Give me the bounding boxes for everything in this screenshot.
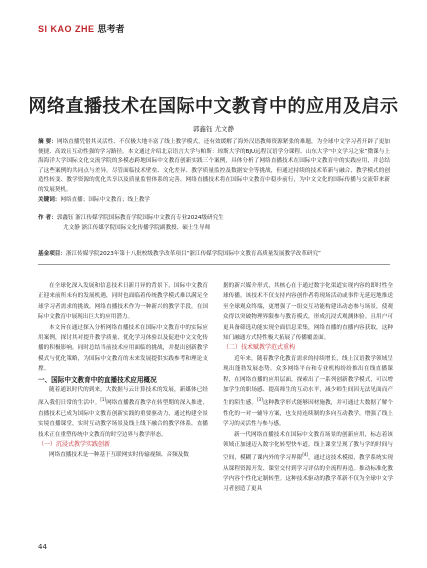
- author-info: [38, 214, 390, 233]
- abstract-label: 摘 要：: [38, 139, 57, 145]
- keywords-label: 关键词：: [38, 197, 61, 203]
- header-cn: 思考者: [97, 25, 125, 35]
- fund-info: [38, 249, 390, 257]
- article-title: 网络直播技术在国际中文教育中的应用及启示: [28, 96, 399, 117]
- citation: [4]: [302, 452, 308, 458]
- abstract-text: 网络直播凭借其灵活性、不仅极大地丰富了线上教学模式，还有效缓解了海外汉语教师资源紧张的难题，为全球中文学习者开辟了更加便捷、高效且互动性强的学习路径。本文通过介绍北京语言大学与帕斯：琼斯大学的BJU远程汉语学分课程、山东大学“中文学习之家”微课与上海海洋大学国际文化交流学院的多模态跨地国际中文教育创新实践三个案例，具体分析了网络直播技术在国际中文教育中的实践应用，并总结了这些案例的共同点与差异。尽管面临技术壁垒、文化差异、教学质量监控及数据安全等挑战，但通过持续的技术革新与融合、教学模式的创造性转变、教学资源的优化共享以及质量监督体系的完善，网络直播技术将在国际中文教育中稳步前行，为中文文化的国际传播与交流带来新的发展契机。: [38, 139, 390, 193]
- paragraph: 新一代网络直播技术在国际中文教育场景的创新应用，标志着该领域正加速迈入数字化转型快车道。线上课堂呈现了教与学的时间与空间，模糊了课内外的学习界限[4]，通过这技术模拟，教学系统实现从课程资源开发、课堂交付到学习评估的全流程再造。推动标准化教学内容个性化定制转型。这种技术驱动的教学革新不仅为全球中文学习者创造了更具: [223, 431, 393, 493]
- author-line: 郭鑫钰 尤文静: [192, 125, 235, 133]
- paragraph: 在全球化深入发展和信息技术日新月异的背景下，国际中文教育正迎来前所未有的发展机遇，同时也面临着传统教学模式难以满足全球学习者需求的挑战。网络直播技术作为一种新兴的教学手段，在国际中文教育中展现出巨大的应用潜力。: [38, 283, 208, 321]
- subsection-heading: （一）沉浸式教学实践创新: [38, 440, 111, 448]
- keywords: [38, 195, 390, 203]
- paragraph: 近年来，随着教学化教育需求的持续增长，线上汉语教学领域呈现出蓬勃发展态势。众多网络平台和专业机构纷纷推出在线直播课程，在网络直播的应用层面，探索出了一系列创新教学模式，可以增加学生的职场感、提高师生的互动水平，减少师生间因无法见面而产生的陌生感。[3]这种教学形式能够因材施教，并可通过大数据了解个性化的一对一辅导方案，也支持连续制的多向互动教学，增强了线上学习的灵活性与参与感。: [223, 355, 393, 428]
- right-column: [223, 281, 393, 495]
- citation: [1]: [100, 397, 106, 403]
- fund-text: 浙江传媒学院2023年第十八批校级教学改革项目“浙江传媒学院国际中文教育高质量发展教学改革研究”: [65, 251, 321, 257]
- divider: [38, 264, 390, 265]
- left-column: [38, 281, 208, 461]
- section-heading: 一、国际中文教育中的直播技术应用概况: [38, 375, 157, 384]
- abstract: [38, 138, 390, 196]
- paragraph: 网络直播技术是一种基于互联网实时传输视频、音频及数: [49, 452, 189, 459]
- keywords-text: 网络直播；国际中文教育；线上教学: [60, 197, 150, 203]
- author-2: 尤文静 浙江传媒学院国际文化传播学院副教授、硕士生导师: [63, 224, 211, 231]
- fund-label: 基金项目：: [38, 251, 66, 257]
- header-en: SI KAO ZHE: [38, 24, 95, 34]
- paragraph: 随着通讯时代的到来，大数据与云计算技术的发展，新媒体已经深入我们日常的生活中。[1]网络直播教育教学在转型期的深入推进，直播技术已成为国际中文教育创新实践的重要驱动力，通过构建全景实境直播课堂，实时互动教学场景及线上线下融合的教学体系，直播技术正在重塑传统中文教育的时空边界与教学形态。: [38, 387, 208, 438]
- citation: [3]: [257, 397, 263, 403]
- running-header: [38, 22, 125, 35]
- paragraph: 据的新兴媒介形式，其核心在于通过数字化渠道实现内容的即时性全球传播。该技术不仅支持内容创作者将现场活动或事件无延迟地推送至全球观众终端，更增强了一组交互功能构建出动态参与场景，使观众得以突破物理界限参与教育模式，形成沉浸式观测体验。且用户可更具备筛选功能实现全面信息采集，网络直播的直播内容获取，这种知门融通方式特性极大拓展了传播覆盖面。: [223, 283, 393, 342]
- page-number: 44: [38, 543, 47, 551]
- authors-label: 作 者：: [38, 215, 57, 221]
- subsection-heading: （二）技术赋教学范式重构: [223, 344, 296, 352]
- author-1: 郭鑫钰 浙江传媒学院国际教育学院国际中文教育专业2024级研究生: [56, 215, 224, 221]
- paragraph: 本文旨在通过探入分析网络直播技术在国际中文教育中的实际应用案例，探讨其对提升教学质量、优化学习体验以及促进中文文化传播的积极影响，同时总结当前技术应用面临的挑战，并提出创新教学模式与优化策略，为国际中文教育的未来发展提供实践参考和理论支撑。: [38, 324, 208, 373]
